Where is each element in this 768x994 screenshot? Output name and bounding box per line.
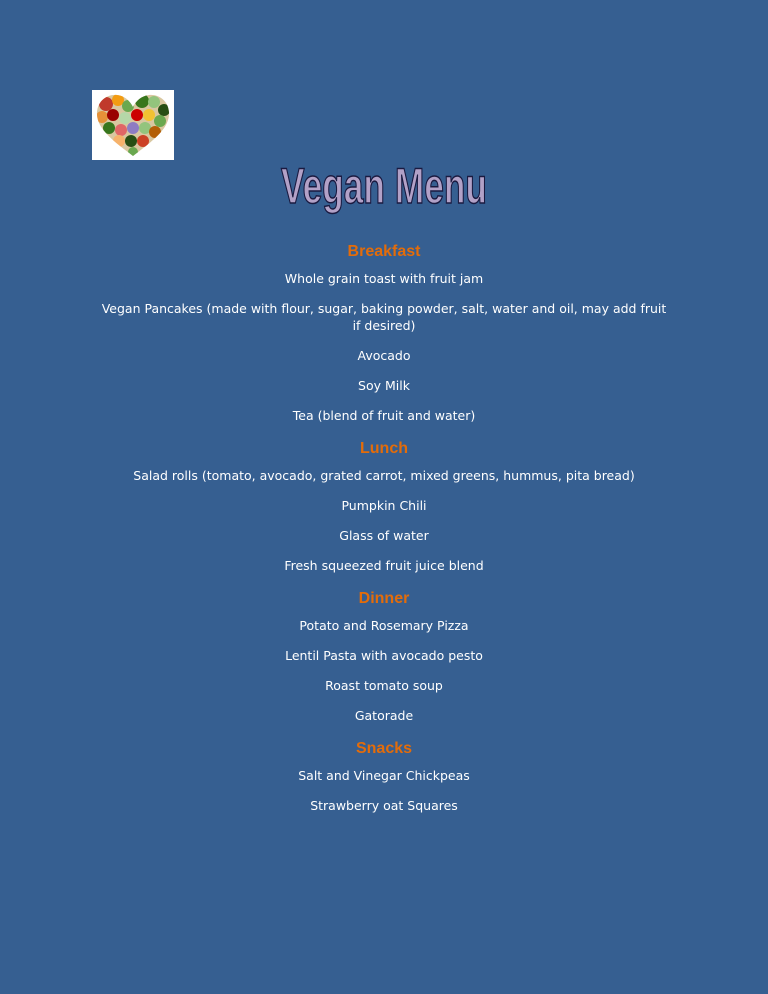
menu-item: Roast tomato soup [325,678,443,693]
menu-item: Gatorade [354,708,414,723]
wordart-title [274,158,494,220]
heart-icon [92,90,174,160]
menu-list [100,240,668,827]
section-heading: Lunch [360,440,408,457]
section-dinner [100,587,668,724]
menu-item: Salt and Vinegar Chickpeas [298,768,470,783]
section-heading: Dinner [358,590,410,607]
section-snacks [100,737,668,814]
section-breakfast [100,240,668,424]
menu-title [0,158,768,220]
menu-item: Lentil Pasta with avocado pesto [285,648,483,663]
menu-item: Glass of water [339,528,429,543]
heart-vegetables-logo [92,90,174,160]
menu-item: Whole grain toast with fruit jam [284,271,484,286]
menu-item: Vegan Pancakes (made with flour, sugar, baking powder, salt, water and oil, may add fruit if desired) [101,301,667,333]
menu-item: Pumpkin Chili [341,498,427,513]
menu-title-text: Vegan Menu [281,158,487,215]
section-heading: Breakfast [347,243,421,260]
menu-item: Avocado [357,348,411,363]
menu-item: Strawberry oat Squares [310,798,458,813]
menu-item: Tea (blend of fruit and water) [292,408,476,423]
menu-item: Potato and Rosemary Pizza [299,618,469,633]
menu-item: Soy Milk [358,378,410,393]
menu-item: Salad rolls (tomato, avocado, grated carrot, mixed greens, hummus, pita bread) [133,468,635,483]
section-lunch [100,437,668,574]
menu-item: Fresh squeezed fruit juice blend [284,558,484,573]
section-heading: Snacks [355,740,413,757]
